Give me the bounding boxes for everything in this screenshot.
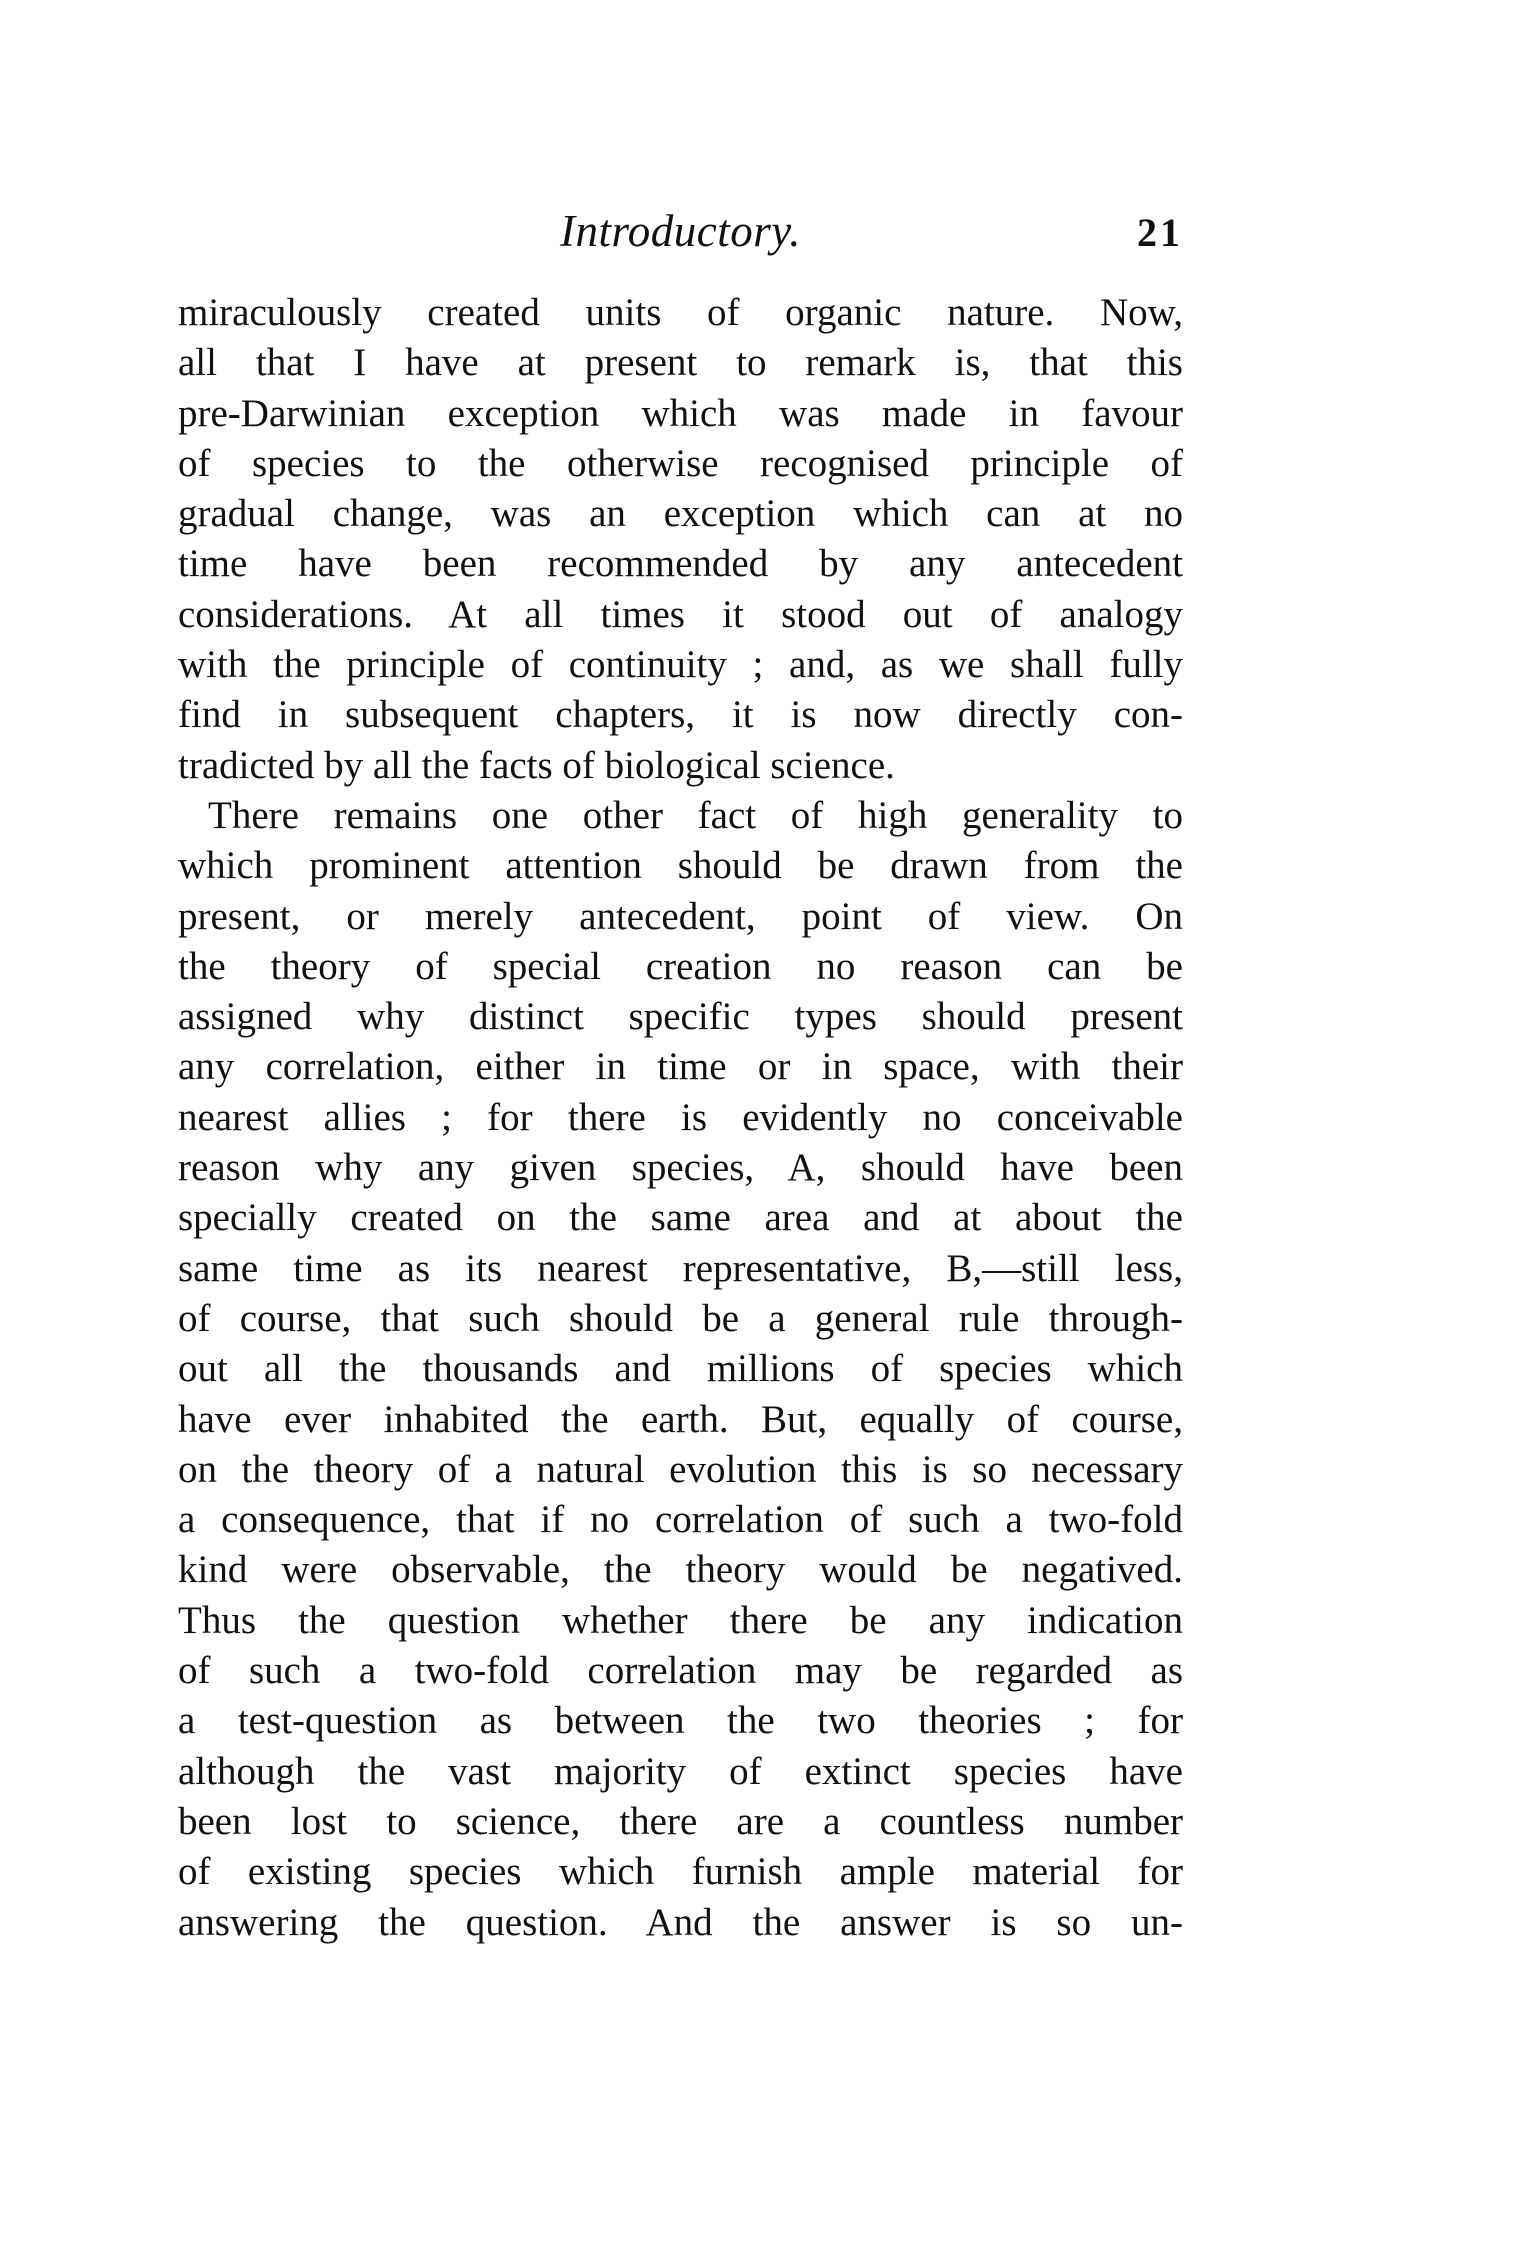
paragraph-1 (178, 288, 1183, 791)
text-line: assigned why distinct specific types should present (178, 995, 1183, 1039)
text-line: gradual change, was an exception which can at no (178, 492, 1183, 536)
text-line: pre-Darwinian exception which was made in favour (178, 391, 1183, 435)
text-line: of such a two-fold correlation may be regarded as (178, 1649, 1183, 1693)
text-line: of course, that such should be a general rule through- (178, 1296, 1183, 1340)
body-text (178, 288, 1183, 1948)
text-line: any correlation, either in time or in space, with their (178, 1045, 1183, 1089)
text-line: Thus the question whether there be any indication (178, 1598, 1183, 1642)
text-line: with the principle of continuity ; and, as we shall fully (178, 643, 1183, 687)
text-line: specially created on the same area and at about the (178, 1196, 1183, 1240)
text-line: which prominent attention should be drawn from the (178, 844, 1183, 888)
text-line: on the theory of a natural evolution this is so necessary (178, 1447, 1183, 1491)
text-line: find in subsequent chapters, it is now directly con- (178, 693, 1183, 737)
text-line: present, or merely antecedent, point of view. On (178, 894, 1183, 938)
text-line: nearest allies ; for there is evidently no conceivable (178, 1095, 1183, 1139)
text-line: tradicted by all the facts of biological science. (178, 743, 895, 787)
text-line: all that I have at present to remark is, that this (178, 341, 1183, 385)
text-line: miraculously created units of organic nature. Now, (178, 291, 1183, 334)
text-line: kind were observable, the theory would be negatived. (178, 1548, 1183, 1592)
text-line: considerations. At all times it stood out of analogy (178, 592, 1183, 636)
text-line: of existing species which furnish ample material for (178, 1850, 1183, 1894)
text-line: There remains one other fact of high generality to (208, 793, 1183, 837)
text-line: have ever inhabited the earth. But, equally of course, (178, 1397, 1183, 1441)
text-line: out all the thousands and millions of species which (178, 1347, 1183, 1391)
text-line: answering the question. And the answer is so un- (178, 1900, 1183, 1944)
text-line: a test-question as between the two theories ; for (178, 1699, 1183, 1743)
text-line: the theory of special creation no reason can be (178, 944, 1183, 988)
text-line: time have been recommended by any antecedent (178, 542, 1183, 586)
text-line: a consequence, that if no correlation of such a two-fold (178, 1498, 1183, 1542)
text-line: of species to the otherwise recognised principle of (178, 441, 1183, 485)
page-header (178, 205, 1183, 265)
text-line: although the vast majority of extinct species have (178, 1749, 1183, 1793)
page-number: 21 (1137, 210, 1183, 255)
text-line: same time as its nearest representative, B,—still less, (178, 1246, 1183, 1290)
text-line: reason why any given species, A, should have been (178, 1146, 1183, 1190)
text-line: been lost to science, there are a countless number (178, 1799, 1183, 1843)
paragraph-2 (178, 791, 1183, 1948)
running-title: Introductory. (559, 206, 802, 256)
